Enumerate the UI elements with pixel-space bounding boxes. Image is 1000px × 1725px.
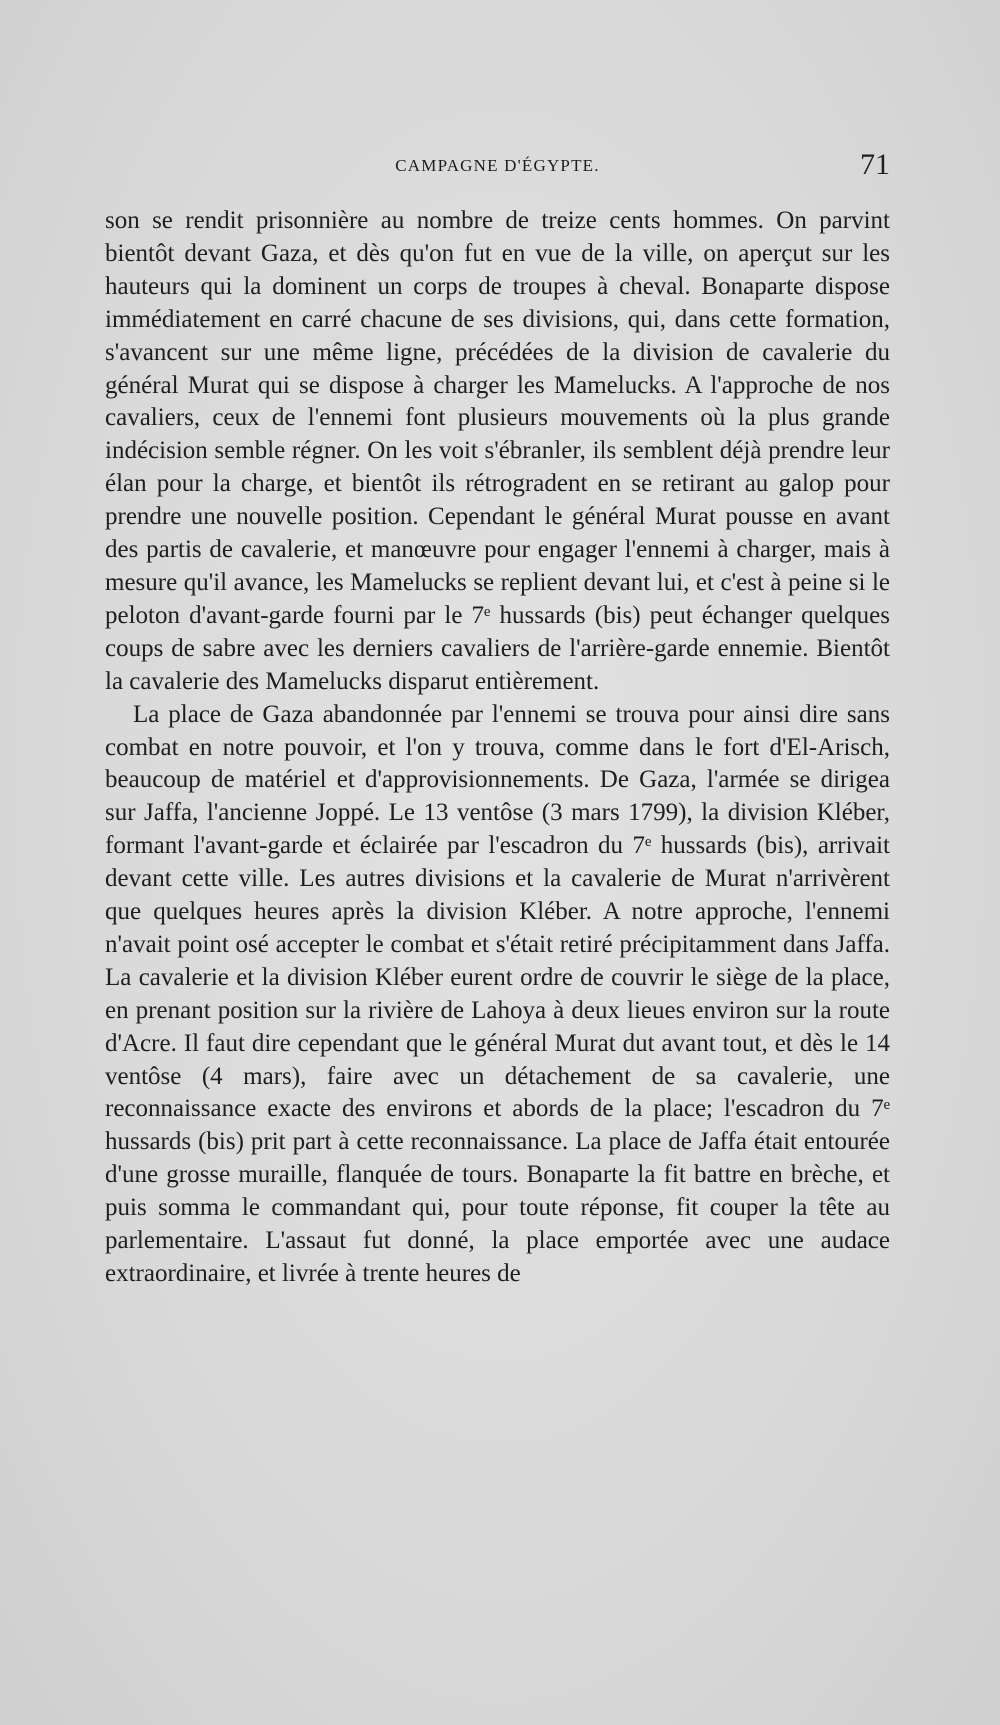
body-text <box>105 205 890 1291</box>
running-head <box>105 148 890 188</box>
paragraph-continued: son se rendit prisonnière au nombre de treize cents hommes. On parvint bientôt devant Gaza, et dès qu'on fut en vue de la ville, on aperçut sur les hauteurs qui la dominent un corps de troupes à cheval. Bonaparte dispose immédiatement en carré chacune de ses divisions, qui, dans cette formation, s'avancent sur une même ligne, précédées de la division de cavalerie du général Murat qui se dispose à charger les Mamelucks. A l'approche de nos cavaliers, ceux de l'ennemi font plusieurs mouvements où la plus grande indécision semble régner. On les voit s'ébranler, ils semblent déjà prendre leur élan pour la charge, et bientôt ils rétrogradent en se retirant au galop pour prendre une nouvelle position. Cependant le général Murat pousse en avant des partis de cavalerie, et manœuvre pour engager l'ennemi à charger, mais à mesure qu'il avance, les Mamelucks se replient devant lui, et c'est à peine si le peloton d'avant-garde fourni par le 7ᵉ hussards (bis) peut échanger quelques coups de sabre avec les derniers cavaliers de l'arrière-garde ennemie. Bientôt la cavalerie des Mamelucks disparut entièrement. <box>105 207 890 695</box>
running-title: CAMPAGNE D'ÉGYPTE. <box>395 156 600 175</box>
paragraph: La place de Gaza abandonnée par l'ennemi se trouva pour ainsi dire sans combat en notre pouvoir, et l'on y trouva, comme dans le fort d'El-Arisch, beaucoup de matériel et d'approvisionnements. De Gaza, l'armée se dirigea sur Jaffa, l'ancienne Joppé. Le 13 ventôse (3 mars 1799), la division Kléber, formant l'avant-garde et éclairée par l'escadron du 7ᵉ hussards (bis), arrivait devant cette ville. Les autres divisions et la cavalerie de Murat n'arrivèrent que quelques heures après la division Kléber. A notre approche, l'ennemi n'avait point osé accepter le combat et s'était retiré précipitamment dans Jaffa. La cavalerie et la division Kléber eurent ordre de couvrir le siège de la place, en prenant position sur la rivière de Lahoya à deux lieues environ sur la route d'Acre. Il faut dire cependant que le général Murat dut avant tout, et dès le 14 ventôse (4 mars), faire avec un détachement de sa cavalerie, une reconnaissance exacte des environs et abords de la place; l'escadron du 7ᵉ hussards (bis) prit part à cette reconnaissance. La place de Jaffa était entourée d'une grosse muraille, flanquée de tours. Bonaparte la fit battre en brèche, et puis somma le commandant qui, pour toute réponse, fit couper la tête au parlementaire. L'assaut fut donné, la place emportée avec une audace extraordinaire, et livrée à trente heures de <box>105 700 890 1287</box>
page-number: 71 <box>860 148 890 181</box>
